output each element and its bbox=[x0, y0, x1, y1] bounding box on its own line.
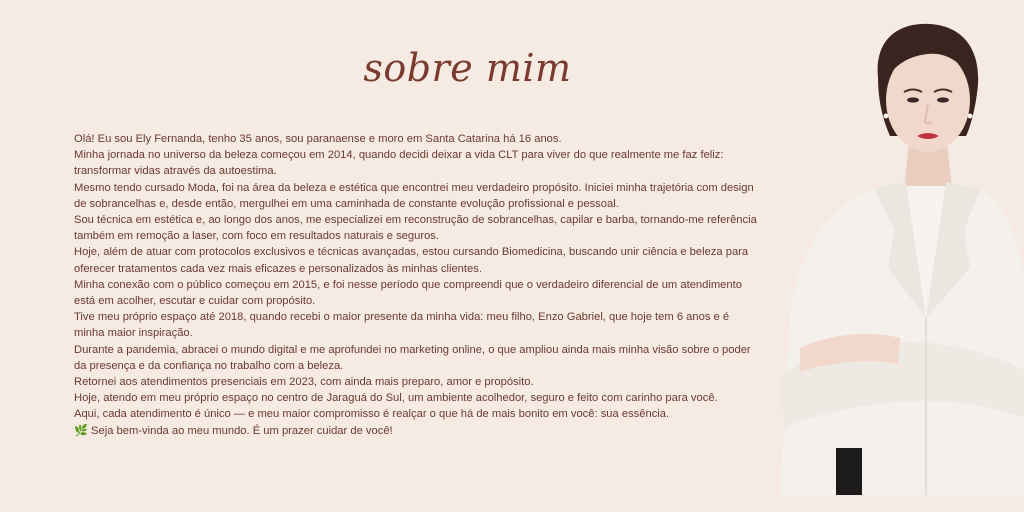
bio-line: Hoje, além de atuar com protocolos exclusivos e técnicas avançadas, estou cursando Biomedicina, buscando unir ciência e beleza para bbox=[74, 246, 749, 259]
page-title: sobre mim bbox=[363, 46, 572, 90]
bio-line: está em acolher, escutar e cuidar com propósito. bbox=[74, 295, 316, 308]
bio-line: Olá! Eu sou Ely Fernanda, tenho 35 anos, sou paranaense e moro em Santa Catarina há 16 anos. bbox=[74, 133, 562, 145]
bio-line: oferecer tratamentos cada vez mais eficazes e personalizados às minhas clientes. bbox=[74, 262, 482, 275]
portrait-photo bbox=[770, 18, 1024, 495]
bio-line: Aqui, cada atendimento é único — e meu maior compromisso é realçar o que há de mais bonito em você: sua essência. bbox=[74, 408, 670, 421]
bio-line: Minha jornada no universo da beleza começou em 2014, quando decidi deixar a vida CLT para viver do que realmente me faz feliz: bbox=[74, 149, 724, 162]
bio-line: Hoje, atendo em meu próprio espaço no centro de Jaraguá do Sul, um ambiente acolhedor, seguro e feito com carinho para você. bbox=[74, 392, 718, 405]
bio-line: também em remoção a laser, com foco em resultados naturais e seguros. bbox=[74, 230, 440, 243]
bio-line: Minha conexão com o público começou em 2015, e foi nesse período que compreendi que o verdadeiro diferencial de um atendimento bbox=[74, 278, 742, 291]
bio-line: Retornei aos atendimentos presenciais em 2023, com ainda mais preparo, amor e propósito. bbox=[74, 376, 534, 389]
bio-line: minha maior inspiração. bbox=[74, 327, 193, 340]
bio-line: Sou técnica em estética e, ao longo dos anos, me especializei em reconstrução de sobrancelhas, capilar e barba, tornando-me referência bbox=[74, 214, 757, 227]
bio-text bbox=[74, 131, 784, 439]
closing-text: Seja bem-vinda ao meu mundo. É um prazer cuidar de você! bbox=[87, 424, 393, 437]
bio-line: Mesmo tendo cursado Moda, foi na área da beleza e estética que encontrei meu verdadeiro propósito. Iniciei minha trajetória com design bbox=[74, 181, 754, 194]
bio-line: Durante a pandemia, abracei o mundo digital e me aprofundei no marketing online, o que ampliou ainda mais minha visão sobre o poder bbox=[74, 343, 751, 356]
herb-icon: 🌿 bbox=[74, 424, 88, 437]
bio-line: Tive meu próprio espaço até 2018, quando recebi o maior presente da minha vida: meu filho, Enzo Gabriel, que hoje tem 6 anos e é bbox=[74, 311, 730, 324]
bio-line: da presença e da confiança no trabalho com a beleza. bbox=[74, 359, 344, 372]
closing-line bbox=[74, 423, 784, 439]
bio-line: de sobrancelhas e, desde então, mergulhei em uma caminhada de constante evolução profissional e pessoal. bbox=[74, 197, 619, 210]
bio-line: transformar vidas através da autoestima. bbox=[74, 165, 277, 178]
